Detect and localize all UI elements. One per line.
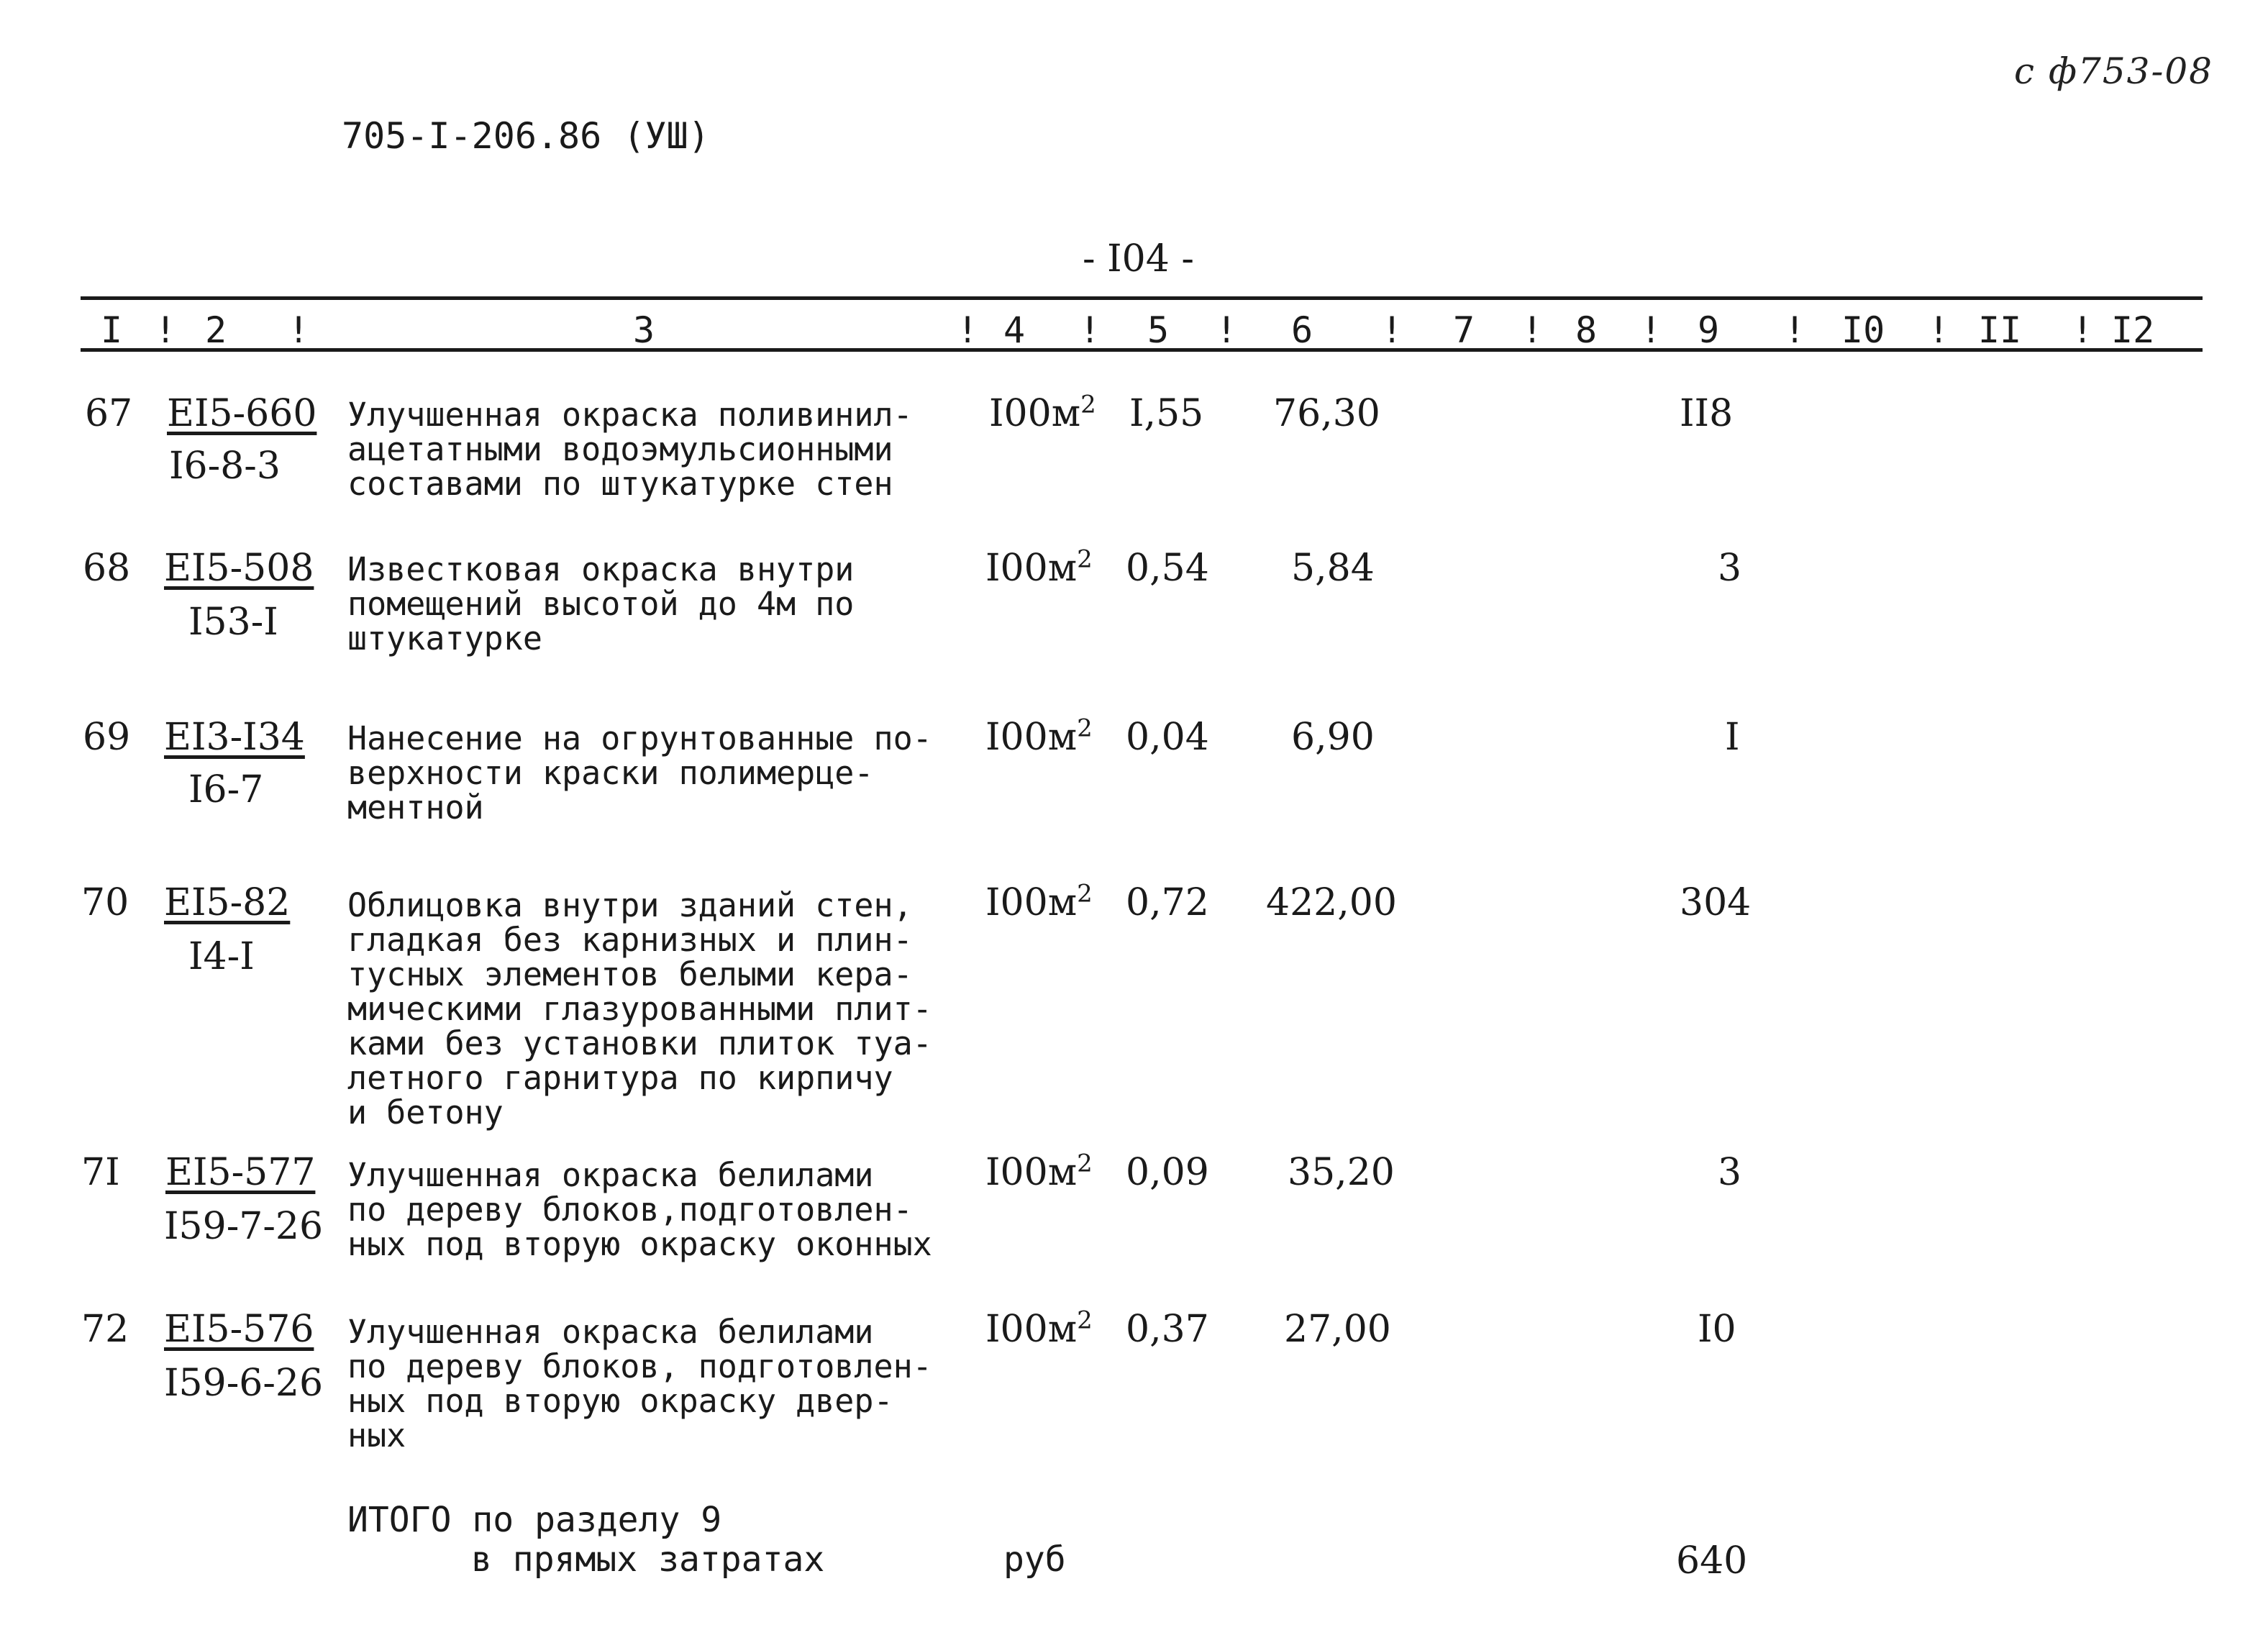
column-separator: ! xyxy=(1640,309,1662,351)
summary-total: 640 xyxy=(1676,1539,1748,1583)
quantity: 0,09 xyxy=(1126,1151,1209,1194)
quantity: I,55 xyxy=(1129,392,1204,435)
document-number: 705-I-206.86 (УШ) xyxy=(342,115,710,157)
quantity: 0,37 xyxy=(1126,1308,1209,1351)
summary-sublabel: в прямых затратах xyxy=(471,1539,825,1580)
archive-stamp: с ф753-08 xyxy=(2014,50,2213,92)
work-description: Улучшенная окраска белилами по дереву блоков,подготовлен- ных под вторую окраску оконных xyxy=(347,1156,932,1263)
column-separator: ! xyxy=(1928,309,1950,351)
unit-price: 6,90 xyxy=(1291,716,1375,759)
unit-text: I00м xyxy=(985,881,1078,924)
column-separator: ! xyxy=(1381,309,1403,351)
work-description: Нанесение на огрунтованные по- верхности краски полимерце- ментной xyxy=(347,719,932,827)
norm-code: EI5-82 xyxy=(164,881,291,924)
column-header: 7 xyxy=(1453,309,1475,351)
row-number: 69 xyxy=(83,716,131,759)
row-number: 72 xyxy=(81,1308,129,1351)
quantity: 0,54 xyxy=(1126,547,1209,590)
unit-price: 5,84 xyxy=(1291,547,1375,590)
column-separator: ! xyxy=(155,309,177,351)
unit-superscript: 2 xyxy=(1077,879,1093,909)
work-description: Облицовка внутри зданий стен, гладкая без карнизных и плин- тусных элементов белыми кера- мическими глазурованными плит- ками без установки плиток туа- летного гарнитура по кирпичу и бетону xyxy=(347,886,932,1132)
column-header: 6 xyxy=(1291,309,1313,351)
norm-code: EI3-I34 xyxy=(164,716,305,759)
unit-superscript: 2 xyxy=(1077,545,1093,574)
norm-code: EI5-577 xyxy=(165,1151,316,1194)
table-top-rule xyxy=(81,296,2203,300)
row-number: 7I xyxy=(81,1151,120,1194)
unit-cell xyxy=(989,392,1096,435)
row-number: 68 xyxy=(83,547,131,590)
unit-superscript: 2 xyxy=(1077,1306,1093,1335)
unit-text: I00м xyxy=(989,392,1081,435)
unit-cell xyxy=(985,1151,1093,1194)
norm-code: EI5-660 xyxy=(167,392,317,435)
unit-cell xyxy=(985,1308,1093,1351)
column-header: I xyxy=(101,309,123,351)
total-cost: I xyxy=(1725,716,1740,759)
unit-cell xyxy=(985,716,1093,759)
row-number: 70 xyxy=(81,881,129,924)
unit-text: I00м xyxy=(985,547,1078,590)
unit-cell xyxy=(985,881,1093,924)
total-cost: 304 xyxy=(1680,881,1752,924)
unit-superscript: 2 xyxy=(1077,1149,1093,1178)
summary-label: ИТОГО по разделу 9 xyxy=(347,1500,722,1540)
total-cost: 3 xyxy=(1718,547,1742,590)
column-separator: ! xyxy=(2072,309,2094,351)
norm-reference: I53-I xyxy=(188,601,278,644)
unit-price: 76,30 xyxy=(1273,392,1380,435)
norm-reference: I6-7 xyxy=(188,768,264,811)
summary-unit: руб xyxy=(1003,1539,1066,1580)
unit-superscript: 2 xyxy=(1080,390,1096,419)
unit-price: 422,00 xyxy=(1266,881,1397,924)
column-header: 5 xyxy=(1147,309,1170,351)
quantity: 0,72 xyxy=(1126,881,1209,924)
unit-cell xyxy=(985,547,1093,590)
unit-price: 27,00 xyxy=(1284,1308,1391,1351)
row-number: 67 xyxy=(85,392,133,435)
column-separator: ! xyxy=(1784,309,1806,351)
column-header: I2 xyxy=(2111,309,2155,351)
work-description: Известковая окраска внутри помещений высотой до 4м по штукатурке xyxy=(347,550,855,657)
total-cost: II8 xyxy=(1680,392,1734,435)
work-description: Улучшенная окраска белилами по дереву блоков, подготовлен- ных под вторую окраску двер- ных xyxy=(347,1313,932,1454)
norm-reference: I59-6-26 xyxy=(164,1362,324,1405)
total-cost: 3 xyxy=(1718,1151,1742,1194)
column-header: I0 xyxy=(1841,309,1885,351)
norm-code: EI5-576 xyxy=(164,1308,314,1351)
column-header: 8 xyxy=(1575,309,1598,351)
column-header: 3 xyxy=(633,309,655,351)
unit-text: I00м xyxy=(985,1308,1078,1351)
column-separator: ! xyxy=(288,309,310,351)
page-number: - I04 - xyxy=(1083,237,1194,281)
norm-reference: I59-7-26 xyxy=(164,1205,324,1248)
work-description: Улучшенная окраска поливинил- ацетатными водоэмульсионными составами по штукатурке стен xyxy=(347,396,913,503)
unit-text: I00м xyxy=(985,716,1078,759)
column-separator: ! xyxy=(1216,309,1238,351)
unit-superscript: 2 xyxy=(1077,714,1093,743)
norm-reference: I6-8-3 xyxy=(169,445,281,488)
norm-code: EI5-508 xyxy=(164,547,314,590)
unit-text: I00м xyxy=(985,1151,1078,1194)
unit-price: 35,20 xyxy=(1288,1151,1395,1194)
column-header: 2 xyxy=(205,309,227,351)
column-header: 4 xyxy=(1003,309,1026,351)
column-header: II xyxy=(1978,309,2022,351)
column-separator: ! xyxy=(957,309,979,351)
total-cost: I0 xyxy=(1698,1308,1736,1351)
quantity: 0,04 xyxy=(1126,716,1209,759)
norm-reference: I4-I xyxy=(188,935,255,978)
column-separator: ! xyxy=(1079,309,1101,351)
column-separator: ! xyxy=(1521,309,1544,351)
column-header: 9 xyxy=(1698,309,1720,351)
